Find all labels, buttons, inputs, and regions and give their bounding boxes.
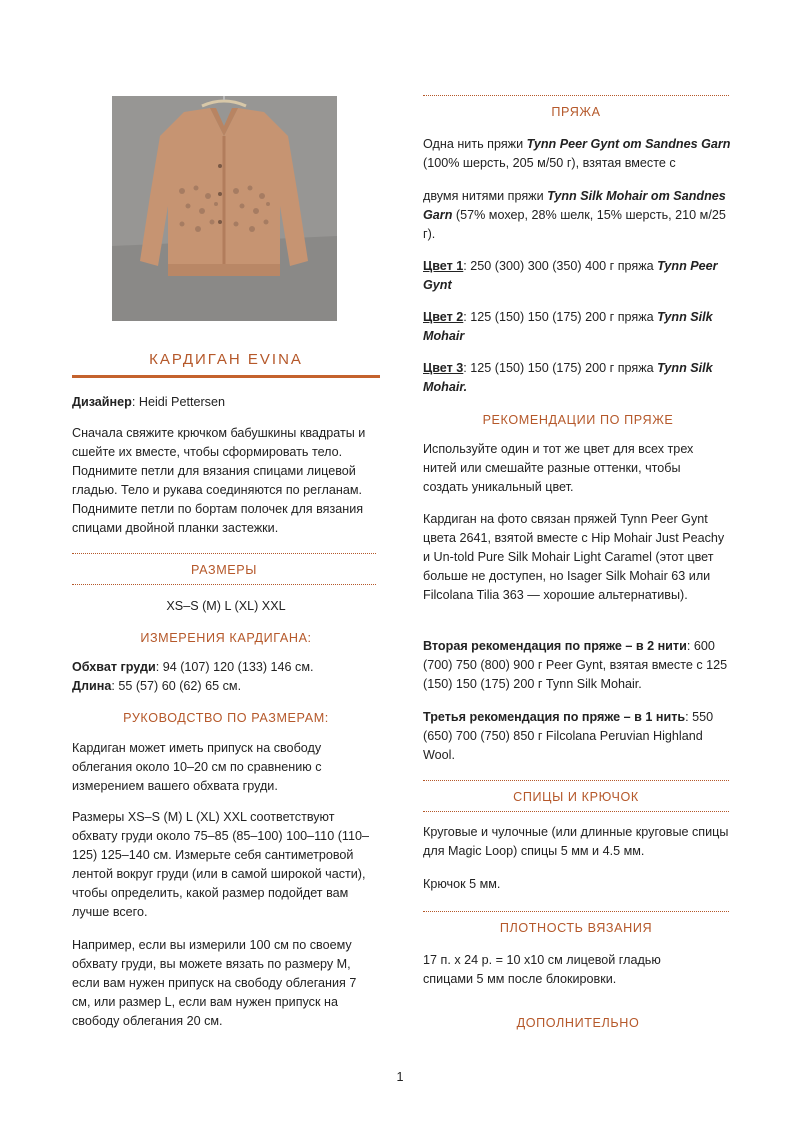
- chest-line: [72, 658, 380, 677]
- yarn-heading: ПРЯЖА: [423, 95, 729, 122]
- yarn-p2-name: Tynn Silk Mohair om Sandnes Garn: [423, 189, 726, 222]
- measurements-heading: ИЗМЕРЕНИЯ КАРДИГАНА:: [140, 631, 312, 645]
- gauge-p1: 17 п. x 24 р. = 10 x10 см лицевой гладью спицами 5 мм после блокировки.: [423, 953, 661, 986]
- needles-p1: Круговые и чулочные (или длинные круговые спицы для Magic Loop) спицы 5 мм и 4.5 мм.: [423, 825, 729, 858]
- designer-value: : Heidi Pettersen: [131, 395, 225, 409]
- length-label: Длина: [72, 679, 112, 693]
- color-1-line: [423, 257, 733, 295]
- yarn-p2-spec: (57% мохер, 28% шелк, 15% шерсть, 210 м/25 г).: [423, 208, 726, 241]
- color-3-line: [423, 359, 733, 397]
- pattern-title: КАРДИГАН EVINA: [149, 351, 303, 368]
- size-guide-p1: Кардиган может иметь припуск на свободу облегания около 10–20 см по сравнению с измерением вашего обхвата груди.: [72, 741, 322, 793]
- yarn-rec-p4-label: Третья рекомендация по пряже – в 1 нить: [423, 710, 686, 724]
- length-value: : 55 (57) 60 (62) 65 см.: [111, 679, 242, 693]
- cardigan-photo: [112, 96, 337, 321]
- yarn-p1-spec: (100% шерсть, 205 м/50 г), взятая вместе с: [423, 156, 676, 170]
- color-3-text: : 125 (150) 150 (175) 200 г пряжа: [463, 361, 658, 375]
- chest-label: Обхват груди: [72, 660, 156, 674]
- designer-label: Дизайнер: [72, 395, 132, 409]
- color-2-label: Цвет 2: [423, 310, 464, 324]
- size-guide-heading: РУКОВОДСТВО ПО РАЗМЕРАМ:: [123, 711, 329, 725]
- yarn-rec-p3-text: : 600 (700) 750 (800) 900 г Peer Gynt, взятая вместе с 125 (150) 150 (175) 200 г Tynn Silk Mohair.: [423, 639, 728, 691]
- color-2-line: [423, 308, 733, 346]
- yarn-rec-p4-text: : 550 (650) 700 (750) 850 г Filcolana Peruvian Highland Wool.: [423, 710, 714, 762]
- needles-heading: СПИЦЫ И КРЮЧОК: [423, 780, 729, 812]
- title-rule: [72, 375, 380, 378]
- length-line: [72, 677, 380, 696]
- color-3-yarn: Tynn Silk Mohair.: [423, 361, 713, 394]
- yarn-rec-heading: РЕКОМЕНДАЦИИ ПО ПРЯЖЕ: [482, 413, 674, 427]
- size-guide-p2: Размеры XS–S (M) L (XL) XXL соответствуют обхвату груди около 75–85 (85–100) 100–110 (110–125) 125–140 см. Измерьте себя сантиметровой лентой вокруг груди (или в самой широкой части), чтобы определить, какой размер подойдет вам лучше всего.: [72, 810, 369, 919]
- color-2-yarn: Tynn Silk Mohair: [423, 310, 713, 343]
- gauge-heading: ПЛОТНОСТЬ ВЯЗАНИЯ: [423, 911, 729, 938]
- yarn-p2-text: двумя нитями пряжи: [423, 189, 548, 203]
- color-2-text: : 125 (150) 150 (175) 200 г пряжа: [463, 310, 658, 324]
- yarn-p1-text: Одна нить пряжи: [423, 137, 527, 151]
- yarn-p1: [423, 135, 733, 173]
- yarn-rec-p2: Кардиган на фото связан пряжей Tynn Peer Gynt цвета 2641, взятой вместе с Hip Mohair Just Peachy и Un-told Pure Silk Mohair Light Caramel (этот цвет больше не доступен, но Isager Silk Mohair 63 или Filcolana Tilia 363 — хорошие альтернативы).: [423, 512, 725, 602]
- color-1-text: : 250 (300) 300 (350) 400 г пряжа: [463, 259, 658, 273]
- sizes-value: XS–S (M) L (XL) XXL: [166, 599, 286, 613]
- color-1-yarn: Tynn Peer Gynt: [423, 259, 718, 292]
- color-3-label: Цвет 3: [423, 361, 464, 375]
- extra-heading: ДОПОЛНИТЕЛЬНО: [516, 1016, 640, 1030]
- needles-p2: Крючок 5 мм.: [423, 877, 501, 891]
- yarn-rec-p4: [423, 708, 729, 765]
- yarn-rec-p1: Используйте один и тот же цвет для всех трех нитей или смешайте разные оттенки, чтобы создать уникальный цвет.: [423, 442, 694, 494]
- chest-value: : 94 (107) 120 (133) 146 см.: [155, 660, 314, 674]
- sizes-heading: РАЗМЕРЫ: [72, 553, 376, 585]
- designer-line: [72, 393, 380, 412]
- yarn-rec-p3-label: Вторая рекомендация по пряже – в 2 нити: [423, 639, 687, 653]
- yarn-p1-name: Tynn Peer Gynt om Sandnes Garn: [526, 137, 731, 151]
- intro-paragraph: Сначала свяжите крючком бабушкины квадраты и сшейте их вместе, чтобы сформировать тело. Поднимите петли для вязания спицами лицевой гладью. Тело и рукава соединяются по регланам. Поднимите петли по бортам полочек для вязания спицами двойной планки застежки.: [72, 426, 366, 535]
- yarn-p2: [423, 187, 727, 244]
- yarn-rec-p3: [423, 637, 729, 694]
- size-guide-p3: Например, если вы измерили 100 см по своему обхвату груди, вы можете вязать по размеру M, если вам нужен припуск на свободу облегания 7 см, или размер L, если вам нужен припуск на свободу облегания 20 см.: [72, 938, 357, 1028]
- color-1-label: Цвет 1: [423, 259, 464, 273]
- page-number: 1: [396, 1070, 404, 1084]
